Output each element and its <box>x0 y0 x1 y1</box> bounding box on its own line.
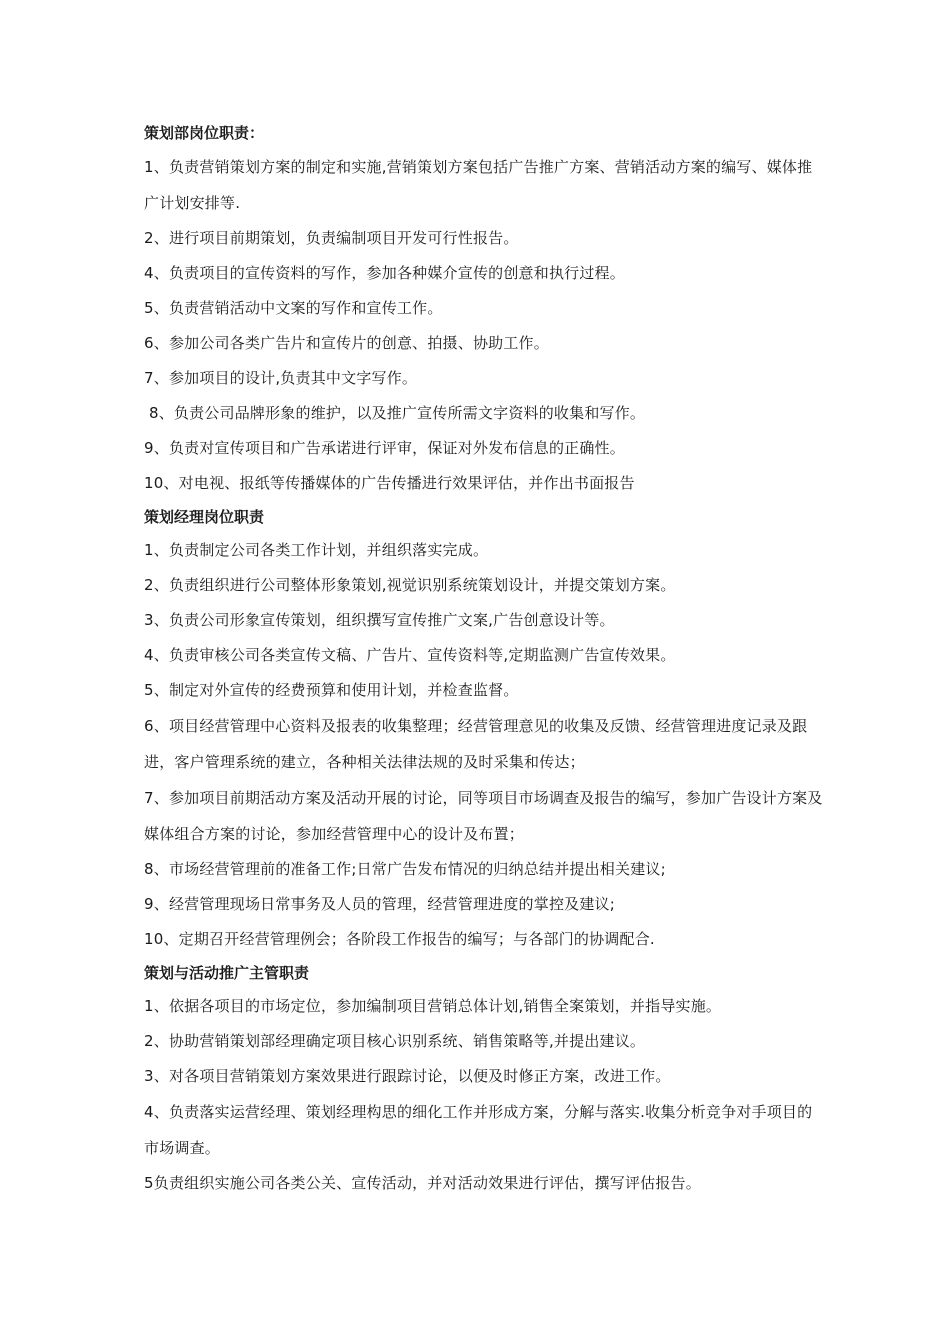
section-title: 策划经理岗位职责 <box>144 508 265 526</box>
list-item: 3、对各项目营销策划方案效果进行跟踪讨论，以便及时修正方案，改进工作。 <box>144 1067 671 1085</box>
section-title: 策划与活动推广主管职责 <box>144 964 310 982</box>
section-title: 策划部岗位职责： <box>144 124 265 142</box>
section-planning-dept <box>144 123 824 501</box>
list-item: 4、负责项目的宣传资料的写作，参加各种媒介宣传的创意和执行过程。 <box>144 264 625 282</box>
list-item: 9、经营管理现场日常事务及人员的管理，经营管理进度的掌控及建议; <box>144 895 616 913</box>
list-item: 5、负责营销活动中文案的写作和宣传工作。 <box>144 299 443 317</box>
list-item: 6、参加公司各类广告片和宣传片的创意、拍摄、协助工作。 <box>144 334 549 352</box>
list-item: 1、依据各项目的市场定位，参加编制项目营销总体计划,销售全案策划，并指导实施。 <box>144 997 722 1015</box>
list-item: 8、市场经营管理前的准备工作;日常广告发布情况的归纳总结并提出相关建议; <box>144 860 666 878</box>
document-body <box>144 123 824 1201</box>
list-item: 7、参加项目前期活动方案及活动开展的讨论，同等项目市场调查及报告的编写，参加广告设计方案及媒体组合方案的讨论，参加经营管理中心的设计及布置； <box>144 789 823 843</box>
list-item: 3、负责公司形象宣传策划，组织撰写宣传推广文案,广告创意设计等。 <box>144 611 615 629</box>
list-item: 5、制定对外宣传的经费预算和使用计划，并检查监督。 <box>144 681 519 699</box>
list-item: 7、参加项目的设计,负责其中文字写作。 <box>144 369 418 387</box>
section-planning-manager <box>144 507 824 957</box>
list-item: 4、负责审核公司各类宣传文稿、广告片、宣传资料等,定期监测广告宣传效果。 <box>144 646 676 664</box>
list-item: 6、项目经营管理中心资料及报表的收集整理；经营管理意见的收集及反馈、经营管理进度记录及跟进，客户管理系统的建立，各种相关法律法规的及时采集和传达； <box>144 717 808 771</box>
list-item: 10、定期召开经营管理例会；各阶段工作报告的编写；与各部门的协调配合. <box>144 930 655 948</box>
list-item: 2、协助营销策划部经理确定项目核心识别系统、销售策略等,并提出建议。 <box>144 1032 646 1050</box>
list-item: 1、负责制定公司各类工作计划，并组织落实完成。 <box>144 541 489 559</box>
list-item: 2、负责组织进行公司整体形象策划,视觉识别系统策划设计，并提交策划方案。 <box>144 576 676 594</box>
list-item: 9、负责对宣传项目和广告承诺进行评审，保证对外发布信息的正确性。 <box>144 439 625 457</box>
section-activity-promotion <box>144 963 824 1201</box>
list-item: 2、进行项目前期策划，负责编制项目开发可行性报告。 <box>144 229 519 247</box>
list-item: 5负责组织实施公司各类公关、宣传活动，并对活动效果进行评估，撰写评估报告。 <box>144 1174 701 1192</box>
list-item: 8、负责公司品牌形象的维护，以及推广宣传所需文字资料的收集和写作。 <box>144 404 646 422</box>
list-item: 4、负责落实运营经理、策划经理构思的细化工作并形成方案，分解与落实.收集分析竞争对手项目的市场调查。 <box>144 1103 813 1157</box>
list-item: 1、负责营销策划方案的制定和实施,营销策划方案包括广告推广方案、营销活动方案的编写、媒体推广计划安排等. <box>144 158 813 212</box>
list-item: 10、对电视、报纸等传播媒体的广告传播进行效果评估，并作出书面报告 <box>144 474 635 492</box>
